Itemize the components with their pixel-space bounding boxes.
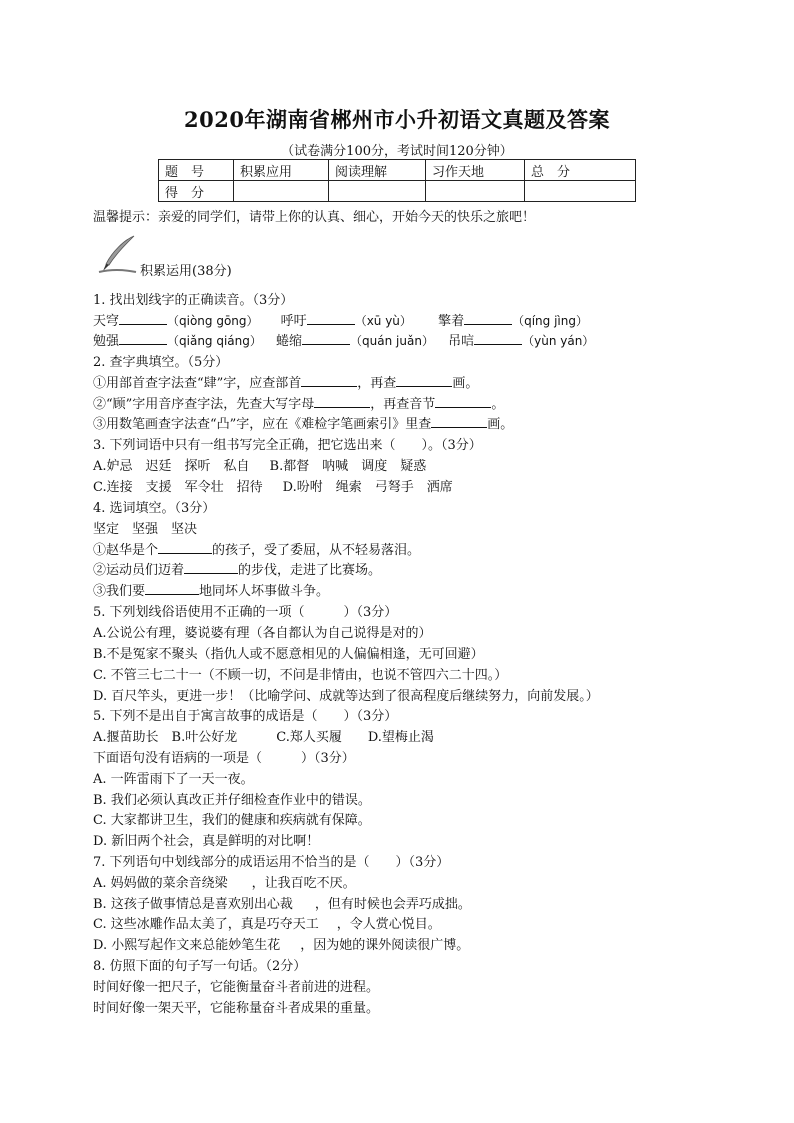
word: 天穹: [93, 314, 120, 329]
question-5-stem: 5. 下列划线俗语使用不正确的一项（ ）（3分）: [93, 605, 398, 620]
word: 呼吁: [280, 314, 307, 329]
example-sentence-2: 时间好像一架天平，它能称量奋斗者成果的重量。: [93, 1001, 380, 1016]
answer-blank[interactable]: [301, 374, 357, 387]
text: A. 妈妈做的菜余音绕梁: [93, 876, 228, 891]
text: ，让我百吃不厌。: [251, 876, 356, 891]
question-5b-options: A.揠苗助长 B.叶公好龙 C.郑人买履 D.望梅止渴: [93, 730, 434, 745]
question-2-line-2: [93, 393, 504, 412]
pinyin: （qíng jìng）: [512, 314, 588, 328]
page-title: 2020年湖南省郴州市小升初语文真题及答案: [184, 107, 610, 132]
question-4-line-2: [93, 559, 381, 578]
answer-blank[interactable]: [464, 312, 512, 325]
answer-blank[interactable]: [119, 312, 167, 325]
text: B. 这孩子做事情总是喜欢别出心裁: [93, 897, 293, 912]
pinyin: （yùn yán）: [522, 334, 595, 348]
option-d: [93, 934, 469, 953]
text: ，再查: [357, 376, 397, 391]
question-1-stem: 1. 找出划线字的正确读音。（3分）: [93, 293, 294, 308]
example-sentence-1: 时间好像一把尺子，它能衡量奋斗者前进的进程。: [93, 980, 380, 995]
question-5b-stem: 5. 下列不是出自于寓言故事的成语是（ ）（3分）: [93, 709, 398, 724]
text: 地同坏人坏事做斗争。: [199, 584, 330, 599]
text: ②“顾”字用音序查字法，先查大写字母: [93, 397, 315, 412]
question-4-line-1: [93, 539, 420, 558]
question-2-line-1: [93, 372, 478, 391]
table-row: [159, 181, 636, 202]
answer-blank[interactable]: [145, 582, 199, 595]
text: ①用部首查字法查“肆”字，应查部首: [93, 376, 302, 391]
pinyin: （qiǎng qiáng）: [167, 334, 262, 348]
score-table: [158, 159, 636, 202]
friendly-tip: 温馨提示：亲爱的同学们，请带上你的认真、细心，开始今天的快乐之旅吧！: [93, 210, 536, 225]
pinyin: （quán juǎn）: [350, 334, 434, 348]
table-cell: 习作天地: [426, 160, 525, 181]
pinyin: （xū yù）: [354, 314, 412, 328]
option-b: [93, 893, 471, 912]
text: 。: [491, 397, 505, 412]
table-row: [159, 160, 636, 181]
section-heading: 积累运用(38分): [140, 264, 232, 279]
question-4-line-3: [93, 580, 329, 599]
option-b: B.都督 呐喊 调度 疑惑: [269, 459, 427, 474]
table-cell: 总 分: [525, 160, 636, 181]
text: ①赵华是个: [93, 543, 159, 558]
pinyin: （qiòng gōng）: [167, 314, 259, 328]
answer-blank[interactable]: [158, 541, 212, 554]
text: ③用数笔画查字法查“凸”字，应在《难检字笔画索引》里查: [93, 417, 432, 432]
word: 擎着: [438, 314, 465, 329]
option-b: B.不是冤家不聚头（指仇人或不愿意相见的人偏偏相逢，无可回避）: [93, 647, 484, 662]
question-6-stem: 下面语句没有语病的一项是（ ）（3分）: [93, 751, 355, 766]
option-d: D. 新旧两个社会，真是鲜明的对比啊！: [93, 834, 320, 849]
question-8-stem: 8. 仿照下面的句子写一句话。（2分）: [93, 959, 307, 974]
answer-blank[interactable]: [314, 395, 370, 408]
option-c: [93, 913, 441, 932]
option-d: D.吩咐 绳索 弓弩手 洒席: [282, 480, 453, 495]
option-a: A. 一阵雷雨下了一天一夜。: [93, 772, 254, 787]
score-cell[interactable]: [234, 181, 329, 202]
answer-blank[interactable]: [302, 332, 350, 345]
option-c: C.连接 支援 军令壮 招待: [93, 480, 263, 495]
question-7-stem: 7. 下列语句中划线部分的成语运用不恰当的是（ ）（3分）: [93, 855, 450, 870]
table-cell: 积累应用: [234, 160, 329, 181]
text: ，但有时候也会弄巧成拙。: [314, 897, 471, 912]
answer-blank[interactable]: [119, 332, 167, 345]
text: 的孩子，受了委屈，从不轻易落泪。: [212, 543, 421, 558]
question-2-line-3: [93, 413, 513, 432]
answer-blank[interactable]: [474, 332, 522, 345]
option-a: [93, 872, 356, 891]
word-choices: 坚定 坚强 坚决: [93, 522, 198, 537]
text: 的步伐，走进了比赛场。: [238, 563, 382, 578]
answer-blank[interactable]: [431, 415, 487, 428]
score-cell[interactable]: [329, 181, 426, 202]
text: C. 这些冰雕作品太美了，真是巧夺天工: [93, 917, 319, 932]
option-c: C. 大家都讲卫生，我们的健康和疾病就有保障。: [93, 813, 371, 828]
table-cell: 得 分: [159, 181, 234, 202]
text: ，再查音节: [370, 397, 436, 412]
question-1-row-1: [93, 310, 588, 329]
text: ，因为她的课外阅读很广博。: [300, 938, 470, 953]
text: 画。: [487, 417, 514, 432]
word: 吊唁: [448, 334, 475, 349]
text: ③我们要: [93, 584, 146, 599]
question-1-row-2: [93, 330, 594, 349]
question-3-options-row-2: [93, 476, 453, 495]
table-cell: 阅读理解: [329, 160, 426, 181]
answer-blank[interactable]: [307, 312, 355, 325]
text: D. 小熙写起作文来总能妙笔生花: [93, 938, 281, 953]
exam-info: （试卷满分100分，考试时间120分钟）: [281, 144, 513, 159]
question-3-options-row-1: [93, 455, 426, 474]
quill-pen-icon: [96, 234, 138, 274]
question-3-stem: 3. 下列词语中只有一组书写完全正确，把它选出来（ ）。（3分）: [93, 438, 482, 453]
question-4-stem: 4. 选词填空。（3分）: [93, 501, 216, 516]
table-cell: 题 号: [159, 160, 234, 181]
score-cell[interactable]: [525, 181, 636, 202]
answer-blank[interactable]: [396, 374, 452, 387]
option-d: D. 百尺竿头，更进一步！（比喻学问、成就等达到了很高程度后继续努力，向前发展。）: [93, 689, 599, 704]
question-2-stem: 2. 查字典填空。（5分）: [93, 355, 229, 370]
score-cell[interactable]: [426, 181, 525, 202]
text: 画。: [452, 376, 479, 391]
option-a: A.妒忌 迟廷 探听 私自: [93, 459, 250, 474]
answer-blank[interactable]: [435, 395, 491, 408]
option-a: A.公说公有理，婆说婆有理（各自都认为自己说得是对的）: [93, 626, 432, 641]
text: ②运动员们迈着: [93, 563, 185, 578]
option-c: C. 不管三七二十一（不顾一切，不问是非情由，也说不管四六二十四。）: [93, 668, 508, 683]
word: 勉强: [93, 334, 120, 349]
option-b: B. 我们必须认真改正并仔细检查作业中的错误。: [93, 793, 371, 808]
answer-blank[interactable]: [184, 561, 238, 574]
text: ，令人赏心悦目。: [336, 917, 441, 932]
word: 蜷缩: [276, 334, 303, 349]
